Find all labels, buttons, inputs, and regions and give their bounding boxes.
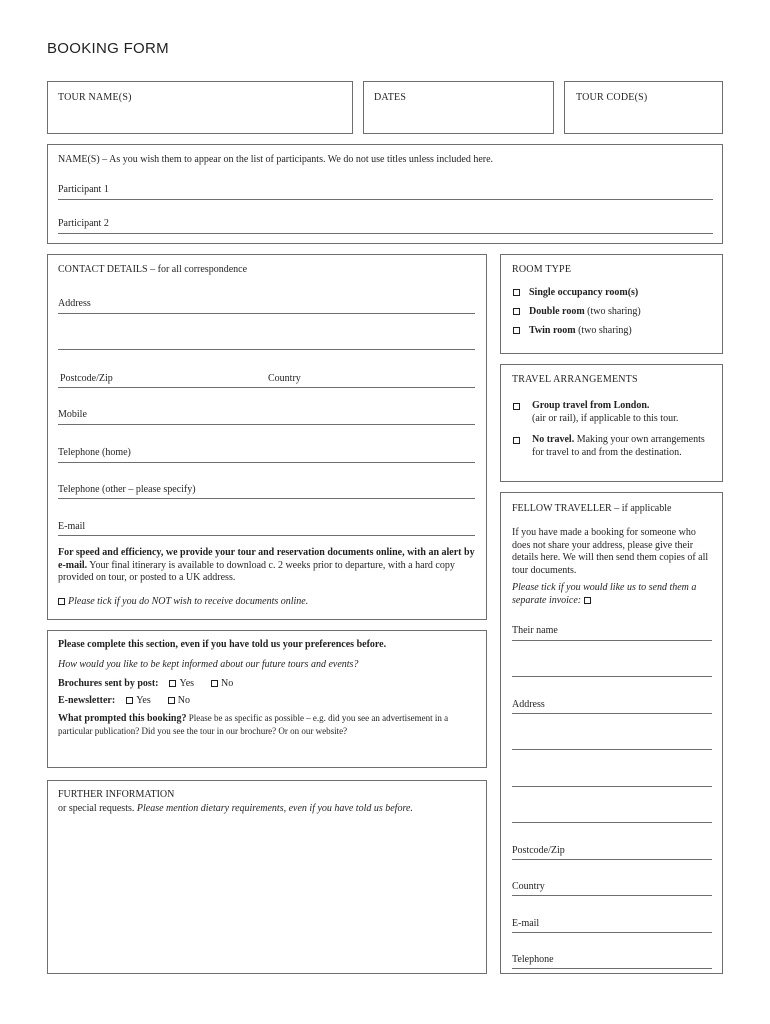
travel-section — [500, 364, 723, 482]
contact-section — [47, 254, 487, 620]
fellow-country-field[interactable] — [512, 895, 712, 896]
fellow-postcode-field[interactable] — [512, 859, 712, 860]
opt-out-checkbox[interactable] — [58, 598, 65, 605]
preferences-question-text: How would you like to be kept informed about our future tours and events? — [58, 659, 359, 670]
preferences-heading — [58, 639, 478, 652]
twin-room-suffix: (two sharing) — [575, 325, 632, 336]
their-name-field-2[interactable] — [512, 676, 712, 677]
enewsletter-label: E-newsletter: — [58, 695, 116, 706]
twin-room-checkbox[interactable] — [513, 327, 520, 334]
group-travel-detail: (air or rail), if applicable to this tour. — [532, 412, 679, 424]
enewsletter-no-checkbox[interactable] — [168, 697, 175, 704]
preferences-section — [47, 630, 487, 768]
travel-heading: TRAVEL ARRANGEMENTS — [512, 374, 638, 385]
email-label: E-mail — [58, 521, 86, 532]
fellow-heading-suffix: – if applicable — [611, 503, 672, 514]
names-instruction-text: – As you wish them to appear on the list of participants. We do not use titles unless included here. — [99, 154, 494, 165]
group-travel-checkbox[interactable] — [513, 403, 520, 410]
email-field[interactable] — [58, 535, 475, 536]
fellow-intro: If you have made a booking for someone who does not share your address, please give their details here. We will then send them copies of all tour documents. — [512, 527, 709, 576]
twin-room-label: Twin room — [529, 325, 576, 336]
online-documents-bold: For speed and efficiency, we provide your tour and reservation documents online, with an alert by e-mail. — [58, 547, 475, 571]
page-title: BOOKING FORM — [47, 40, 169, 57]
separate-invoice-checkbox[interactable] — [584, 597, 591, 604]
enewsletter-yes-label: Yes — [136, 695, 151, 706]
online-documents-rest: Your final itinerary is available to download c. 2 weeks prior to departure, with a hard copy provided on tour, or posted to a UK address. — [58, 559, 455, 583]
dates-box[interactable] — [363, 81, 554, 134]
fellow-address-field-3[interactable] — [512, 786, 712, 787]
fellow-address-field-1[interactable] — [512, 713, 712, 714]
further-heading: FURTHER INFORMATION — [58, 789, 175, 800]
further-information-section[interactable] — [47, 780, 487, 974]
fellow-telephone-field[interactable] — [512, 968, 712, 969]
mobile-field[interactable] — [58, 424, 475, 425]
brochures-row — [58, 678, 233, 691]
room-option-twin[interactable] — [513, 325, 632, 338]
room-option-single[interactable] — [513, 287, 638, 300]
telephone-other-field[interactable] — [58, 498, 475, 499]
enewsletter-yes-checkbox[interactable] — [126, 697, 133, 704]
room-option-double[interactable] — [513, 306, 641, 319]
fellow-telephone-label: Telephone — [512, 954, 554, 965]
telephone-other-label: Telephone (other – please specify) — [58, 484, 196, 495]
their-name-field-1[interactable] — [512, 640, 712, 641]
brochures-no-checkbox[interactable] — [211, 680, 218, 687]
enewsletter-no-label: No — [177, 695, 190, 706]
further-subheading — [58, 803, 483, 816]
participant-2-field[interactable] — [58, 233, 713, 234]
further-sub-italic: Please mention dietary requirements, even if you have told us before. — [136, 803, 413, 814]
opt-out-label: Please tick if you do NOT wish to receive documents online. — [68, 596, 309, 607]
participant-1-label: Participant 1 — [58, 184, 109, 195]
fellow-email-field[interactable] — [512, 932, 712, 933]
prompted-question — [58, 712, 478, 737]
no-travel-checkbox[interactable] — [513, 437, 520, 444]
enewsletter-row — [58, 695, 190, 708]
single-room-checkbox[interactable] — [513, 289, 520, 296]
no-travel-detail: Making your own arrangements for travel to and from the destination. — [532, 434, 705, 458]
no-travel-option — [532, 434, 717, 459]
contact-heading-label: CONTACT DETAILS — [58, 264, 148, 275]
mobile-label: Mobile — [58, 409, 87, 420]
tour-codes-box[interactable] — [564, 81, 723, 134]
online-documents-note — [58, 547, 478, 585]
no-travel-label: No travel. — [532, 434, 575, 445]
preferences-question — [58, 659, 358, 672]
country-label: Country — [268, 373, 301, 384]
double-room-suffix: (two sharing) — [584, 306, 641, 317]
room-type-heading: ROOM TYPE — [512, 264, 572, 275]
brochures-label: Brochures sent by post: — [58, 678, 159, 689]
brochures-yes-checkbox[interactable] — [169, 680, 176, 687]
names-section — [47, 144, 723, 244]
tour-names-box[interactable] — [47, 81, 353, 134]
participant-2-label: Participant 2 — [58, 218, 109, 229]
names-label: NAME(S) — [58, 154, 100, 165]
telephone-home-field[interactable] — [58, 462, 475, 463]
fellow-postcode-label: Postcode/Zip — [512, 845, 565, 856]
tour-codes-label: TOUR CODE(S) — [576, 92, 648, 103]
fellow-address-label: Address — [512, 699, 545, 710]
telephone-home-label: Telephone (home) — [58, 447, 131, 458]
prompted-label: What prompted this booking? — [58, 713, 187, 724]
tour-names-label: TOUR NAME(S) — [58, 92, 132, 103]
group-travel-option — [532, 400, 717, 425]
fellow-address-field-2[interactable] — [512, 749, 712, 750]
postcode-country-field[interactable] — [58, 387, 475, 388]
single-room-label: Single occupancy room(s) — [529, 287, 639, 298]
their-name-label: Their name — [512, 625, 558, 636]
participant-1-field[interactable] — [58, 199, 713, 200]
contact-heading — [58, 264, 247, 277]
fellow-heading-label: FELLOW TRAVELLER — [512, 503, 612, 514]
contact-heading-suffix: – for all correspondence — [147, 264, 248, 275]
prompted-detail: Please be as specific as possible – e.g. did you see an advertisement in a particular publication? Did you see the tour in our brochure? Or on our website? — [58, 713, 449, 736]
preferences-heading-text: Please complete this section, even if you have told us your preferences before. — [58, 639, 387, 650]
fellow-invoice-note — [512, 582, 717, 607]
postcode-label: Postcode/Zip — [60, 373, 113, 384]
brochures-no-label: No — [221, 678, 234, 689]
address-label: Address — [58, 298, 91, 309]
brochures-yes-label: Yes — [179, 678, 195, 689]
fellow-invoice-label: Please tick if you would like us to send them a separate invoice: — [512, 582, 697, 606]
further-sub: or special requests. — [58, 803, 137, 814]
group-travel-label: Group travel from London. — [532, 400, 650, 411]
names-instruction — [58, 154, 493, 167]
address-field-1[interactable] — [58, 313, 475, 314]
fellow-traveller-section — [500, 492, 723, 974]
double-room-label: Double room — [529, 306, 585, 317]
dates-label: DATES — [374, 92, 407, 103]
online-opt-out[interactable] — [58, 596, 308, 609]
room-type-section — [500, 254, 723, 354]
fellow-email-label: E-mail — [512, 918, 540, 929]
fellow-heading — [512, 503, 671, 516]
fellow-address-field-4[interactable] — [512, 822, 712, 823]
fellow-country-label: Country — [512, 881, 545, 892]
double-room-checkbox[interactable] — [513, 308, 520, 315]
address-field-2[interactable] — [58, 349, 475, 350]
